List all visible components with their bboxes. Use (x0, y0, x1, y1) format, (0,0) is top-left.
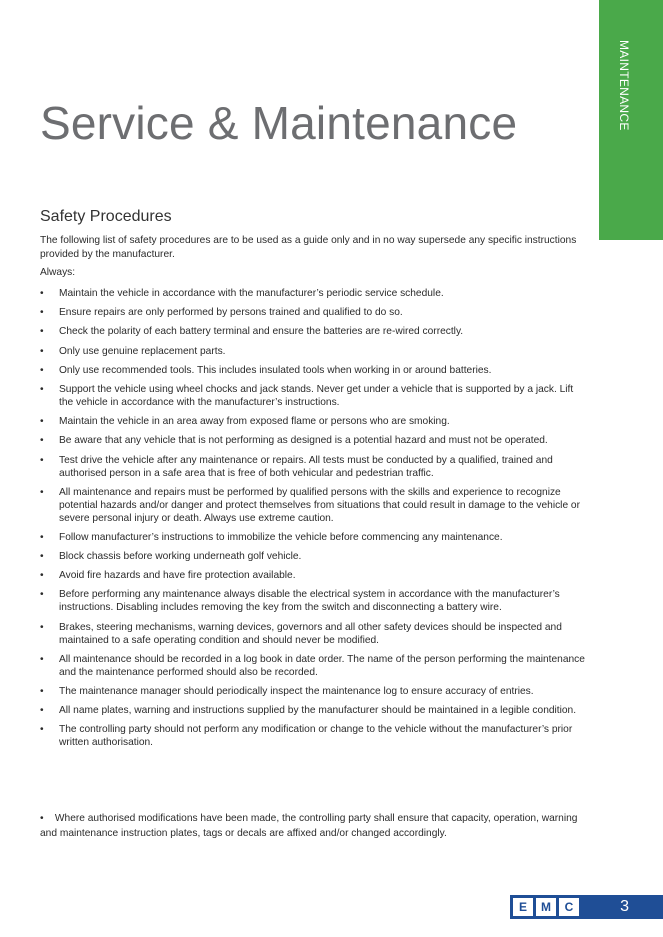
bullet-marker: • (40, 364, 44, 376)
list-item-text: Brakes, steering mechanisms, warning devices, governors and all other safety devices should be inspected and maintained to a safe operating condition and should never be modified. (59, 621, 562, 646)
list-item-text: Test drive the vehicle after any maintenance or repairs. All tests must be conducted by a qualified, trained and authorised person in a safe area that is free of both vehicular and pedestrian traffic. (59, 454, 553, 479)
bullet-marker: • (40, 486, 44, 498)
logo-letter-m: M (536, 898, 556, 916)
list-item (40, 306, 590, 319)
bullet-marker: • (40, 589, 44, 601)
list-item-text: Before performing any maintenance always disable the electrical system in accordance with the manufacturer’s instructions. Disabling includes removing the key from the switch and disconnecting a battery wire. (59, 589, 560, 614)
list-item (40, 325, 590, 338)
bullet-marker: • (40, 345, 44, 357)
list-item-text: Ensure repairs are only performed by persons trained and qualified to do so. (59, 307, 403, 319)
bullet-marker: • (40, 621, 44, 633)
always-label: Always: (40, 267, 76, 278)
bullet-marker: • (40, 288, 44, 299)
list-item-text: Maintain the vehicle in accordance with the manufacturer’s periodic service schedule. (59, 288, 444, 299)
list-item-text: All name plates, warning and instructions supplied by the manufacturer should be maintained in a legible condition. (59, 705, 577, 717)
bullet-marker: • (40, 454, 44, 466)
bullet-marker: • (40, 570, 44, 582)
bullet-marker: • (40, 383, 44, 395)
list-item-text: Support the vehicle using wheel chocks and jack stands. Never get under a vehicle that is supported by a jack. Lift the vehicle in accordance with the manufacturer’s instructions. (59, 383, 574, 408)
closing-text: Where authorised modifications have been made, the controlling party shall ensure that capacity, operation, warning and maintenance instruction plates, tags or decals are affixed and/or changed accordingly. (40, 813, 578, 839)
bullet-marker: • (40, 326, 44, 338)
list-item-text: All maintenance and repairs must be performed by qualified persons with the skills and experience to recognize potential hazards and/or danger and protect themselves from situations that could result in damage to the vehicle or severe personal injury or death. Always use extreme caution. (59, 486, 580, 524)
bullet-marker: • (40, 686, 44, 697)
list-item (40, 550, 590, 563)
list-item (40, 531, 590, 544)
emc-logo (513, 898, 582, 916)
bullet-marker: • (40, 416, 44, 428)
list-item-text: Only use genuine replacement parts. (59, 345, 226, 357)
logo-letter-e: E (513, 898, 533, 916)
bullet-marker: • (40, 551, 44, 563)
intro-paragraph: The following list of safety procedures are to be used as a guide only and in no way supersede any specific instructions provided by the manufacturer. (40, 235, 577, 260)
list-item (40, 653, 590, 679)
bullet-marker: • (40, 435, 44, 447)
list-item (40, 383, 590, 409)
closing-paragraph (40, 811, 590, 841)
list-item (40, 434, 590, 447)
list-item-text: Check the polarity of each battery terminal and ensure the batteries are re-wired correctly. (59, 326, 464, 338)
list-item-text: Be aware that any vehicle that is not performing as designed is a potential hazard and must not be operated. (59, 435, 548, 447)
bullet-marker: • (40, 724, 44, 736)
bullet-marker: • (40, 653, 44, 665)
section-heading: Safety Procedures (40, 208, 172, 225)
bullet-marker: • (40, 705, 44, 717)
closing-bullet: • (40, 813, 44, 824)
list-item-text: All maintenance should be recorded in a log book in date order. The name of the person performing the maintenance and the maintenance performed should also be recorded. (59, 653, 585, 678)
page-number: 3 (620, 898, 629, 915)
side-tab-label: MAINTENANCE (617, 40, 631, 131)
list-item-text: Only use recommended tools. This includes insulated tools when working in or around batteries. (59, 364, 492, 376)
page-title: Service & Maintenance (40, 97, 518, 149)
list-item (40, 685, 590, 698)
list-item (40, 364, 590, 377)
list-item (40, 287, 590, 300)
list-item (40, 621, 590, 647)
list-item (40, 723, 590, 749)
side-tab (599, 0, 663, 240)
list-item-text: Block chassis before working underneath golf vehicle. (59, 551, 302, 563)
list-item-text: Follow manufacturer’s instructions to immobilize the vehicle before commencing any maintenance. (59, 531, 503, 543)
footer-bar (510, 895, 663, 919)
safety-procedures-list (40, 287, 590, 756)
list-item-text: The controlling party should not perform any modification or change to the vehicle without the manufacturer’s prior written authorisation. (59, 724, 573, 749)
list-item (40, 415, 590, 428)
list-item-text: The maintenance manager should periodically inspect the maintenance log to ensure accuracy of entries. (59, 686, 534, 697)
list-item (40, 588, 590, 614)
list-item (40, 486, 590, 525)
list-item-text: Avoid fire hazards and have fire protection available. (59, 570, 296, 582)
list-item (40, 345, 590, 358)
logo-letter-c: C (559, 898, 579, 916)
list-item (40, 704, 590, 717)
list-item-text: Maintain the vehicle in an area away from exposed flame or persons who are smoking. (59, 416, 450, 428)
bullet-marker: • (40, 307, 44, 319)
list-item (40, 454, 590, 480)
bullet-marker: • (40, 531, 44, 543)
list-item (40, 569, 590, 582)
